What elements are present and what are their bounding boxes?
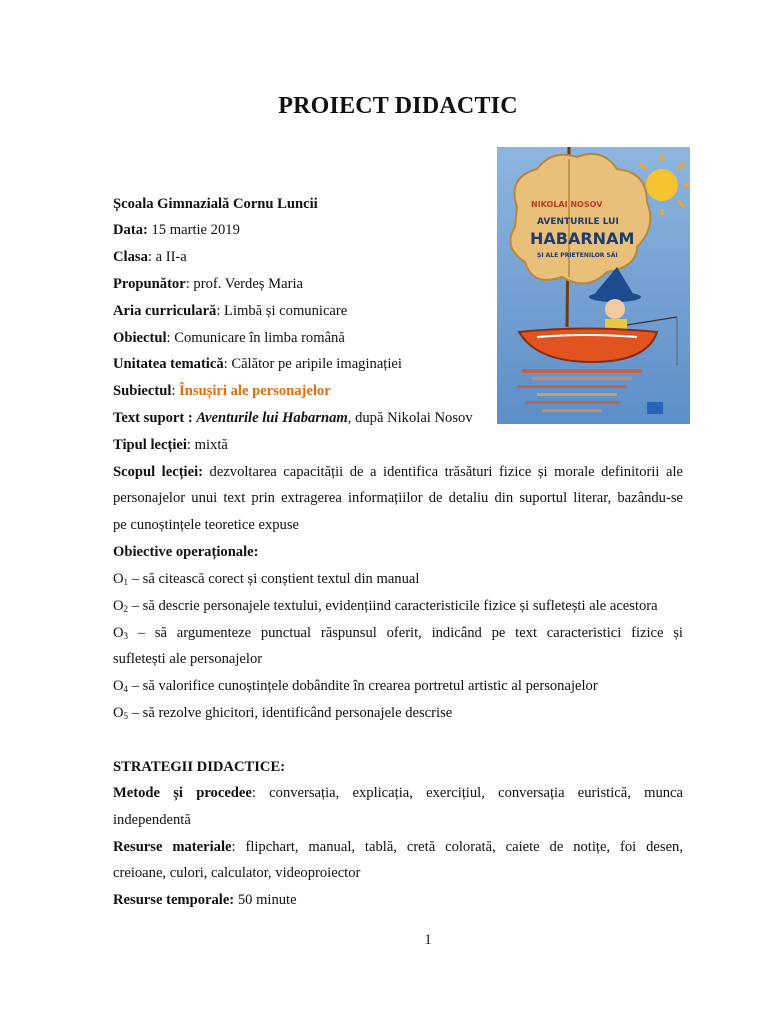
objective-item: $O_5$ – să rezolve ghicitori, identificând personajele descrise (113, 705, 453, 721)
objective-item: $O_2$ – să descrie personajele textului, evidențiind caracteristicile fizice și sufletești ale acestora (113, 598, 658, 614)
material-resources-line-1: Resurse materiale: flipchart, manual, tablă, cretă colorată, caiete de notițe, foi desen, (113, 839, 683, 855)
lesson-goal-line-1: Scopul lecției: dezvoltarea capacității de a identifica trăsături fizice și morale definitorii ale (113, 464, 683, 480)
objective-item-continuation: sufletești ale personajelor (113, 651, 263, 667)
teacher-line: Propunător: prof. Verdeș Maria (113, 276, 303, 292)
school-line: Școala Gimnazială Cornu Luncii (113, 196, 318, 212)
date-line: Data: 15 martie 2019 (113, 222, 240, 238)
curricular-area-line: Aria curriculară: Limbă și comunicare (113, 303, 348, 319)
class-line: Clasa: a II-a (113, 249, 187, 265)
support-text-line: Text suport : Aventurile lui Habarnam, după Nikolai Nosov (113, 410, 473, 426)
lesson-goal-line-3: pe cunoștințele teoretice expuse (113, 517, 299, 533)
svg-text:NIKOLAI NOSOV: NIKOLAI NOSOV (531, 200, 603, 209)
objective-item: $O_4$ – să valorifice cunoștințele dobândite în crearea portretul artistic al personajelor (113, 678, 598, 694)
page-number: 1 (424, 932, 432, 948)
page-title: PROIECT DIDACTIC (278, 93, 518, 119)
methods-line-2: independentă (113, 812, 191, 828)
strategies-heading: STRATEGII DIDACTICE: (113, 759, 286, 775)
lesson-goal-line-2: personajelor unui text prin extragerea informațiilor de detaliu din suportul literar, bazându-se (113, 490, 683, 506)
svg-text:ȘI ALE PRIETENILOR SĂI: ȘI ALE PRIETENILOR SĂI (537, 252, 618, 259)
methods-line-1: Metode și procedee: conversația, explicația, exercițiul, conversația euristică, munca (113, 785, 683, 801)
subject-line: Obiectul: Comunicare în limba română (113, 330, 345, 346)
thematic-unit-line: Unitatea tematică: Călător pe aripile imaginației (113, 356, 402, 372)
time-resources-line: Resurse temporale: 50 minute (113, 892, 297, 908)
svg-text:HABARNAM: HABARNAM (530, 229, 635, 248)
svg-text:AVENTURILE LUI: AVENTURILE LUI (537, 217, 619, 227)
objectives-heading: Obiective operaționale: (113, 544, 259, 560)
topic-line: Subiectul: Însușiri ale personajelor (113, 383, 331, 399)
material-resources-line-2: creioane, culori, calculator, videoproiector (113, 865, 361, 881)
book-cover-image (497, 147, 690, 424)
objective-item: $O_3$ – să argumenteze punctual răspunsul oferit, indicând pe text caracteristici fizice și (113, 625, 683, 641)
objective-item: $O_1$ – să citească corect și conștient textul din manual (113, 571, 420, 587)
lesson-type-line: Tipul lecției: mixtă (113, 437, 228, 453)
